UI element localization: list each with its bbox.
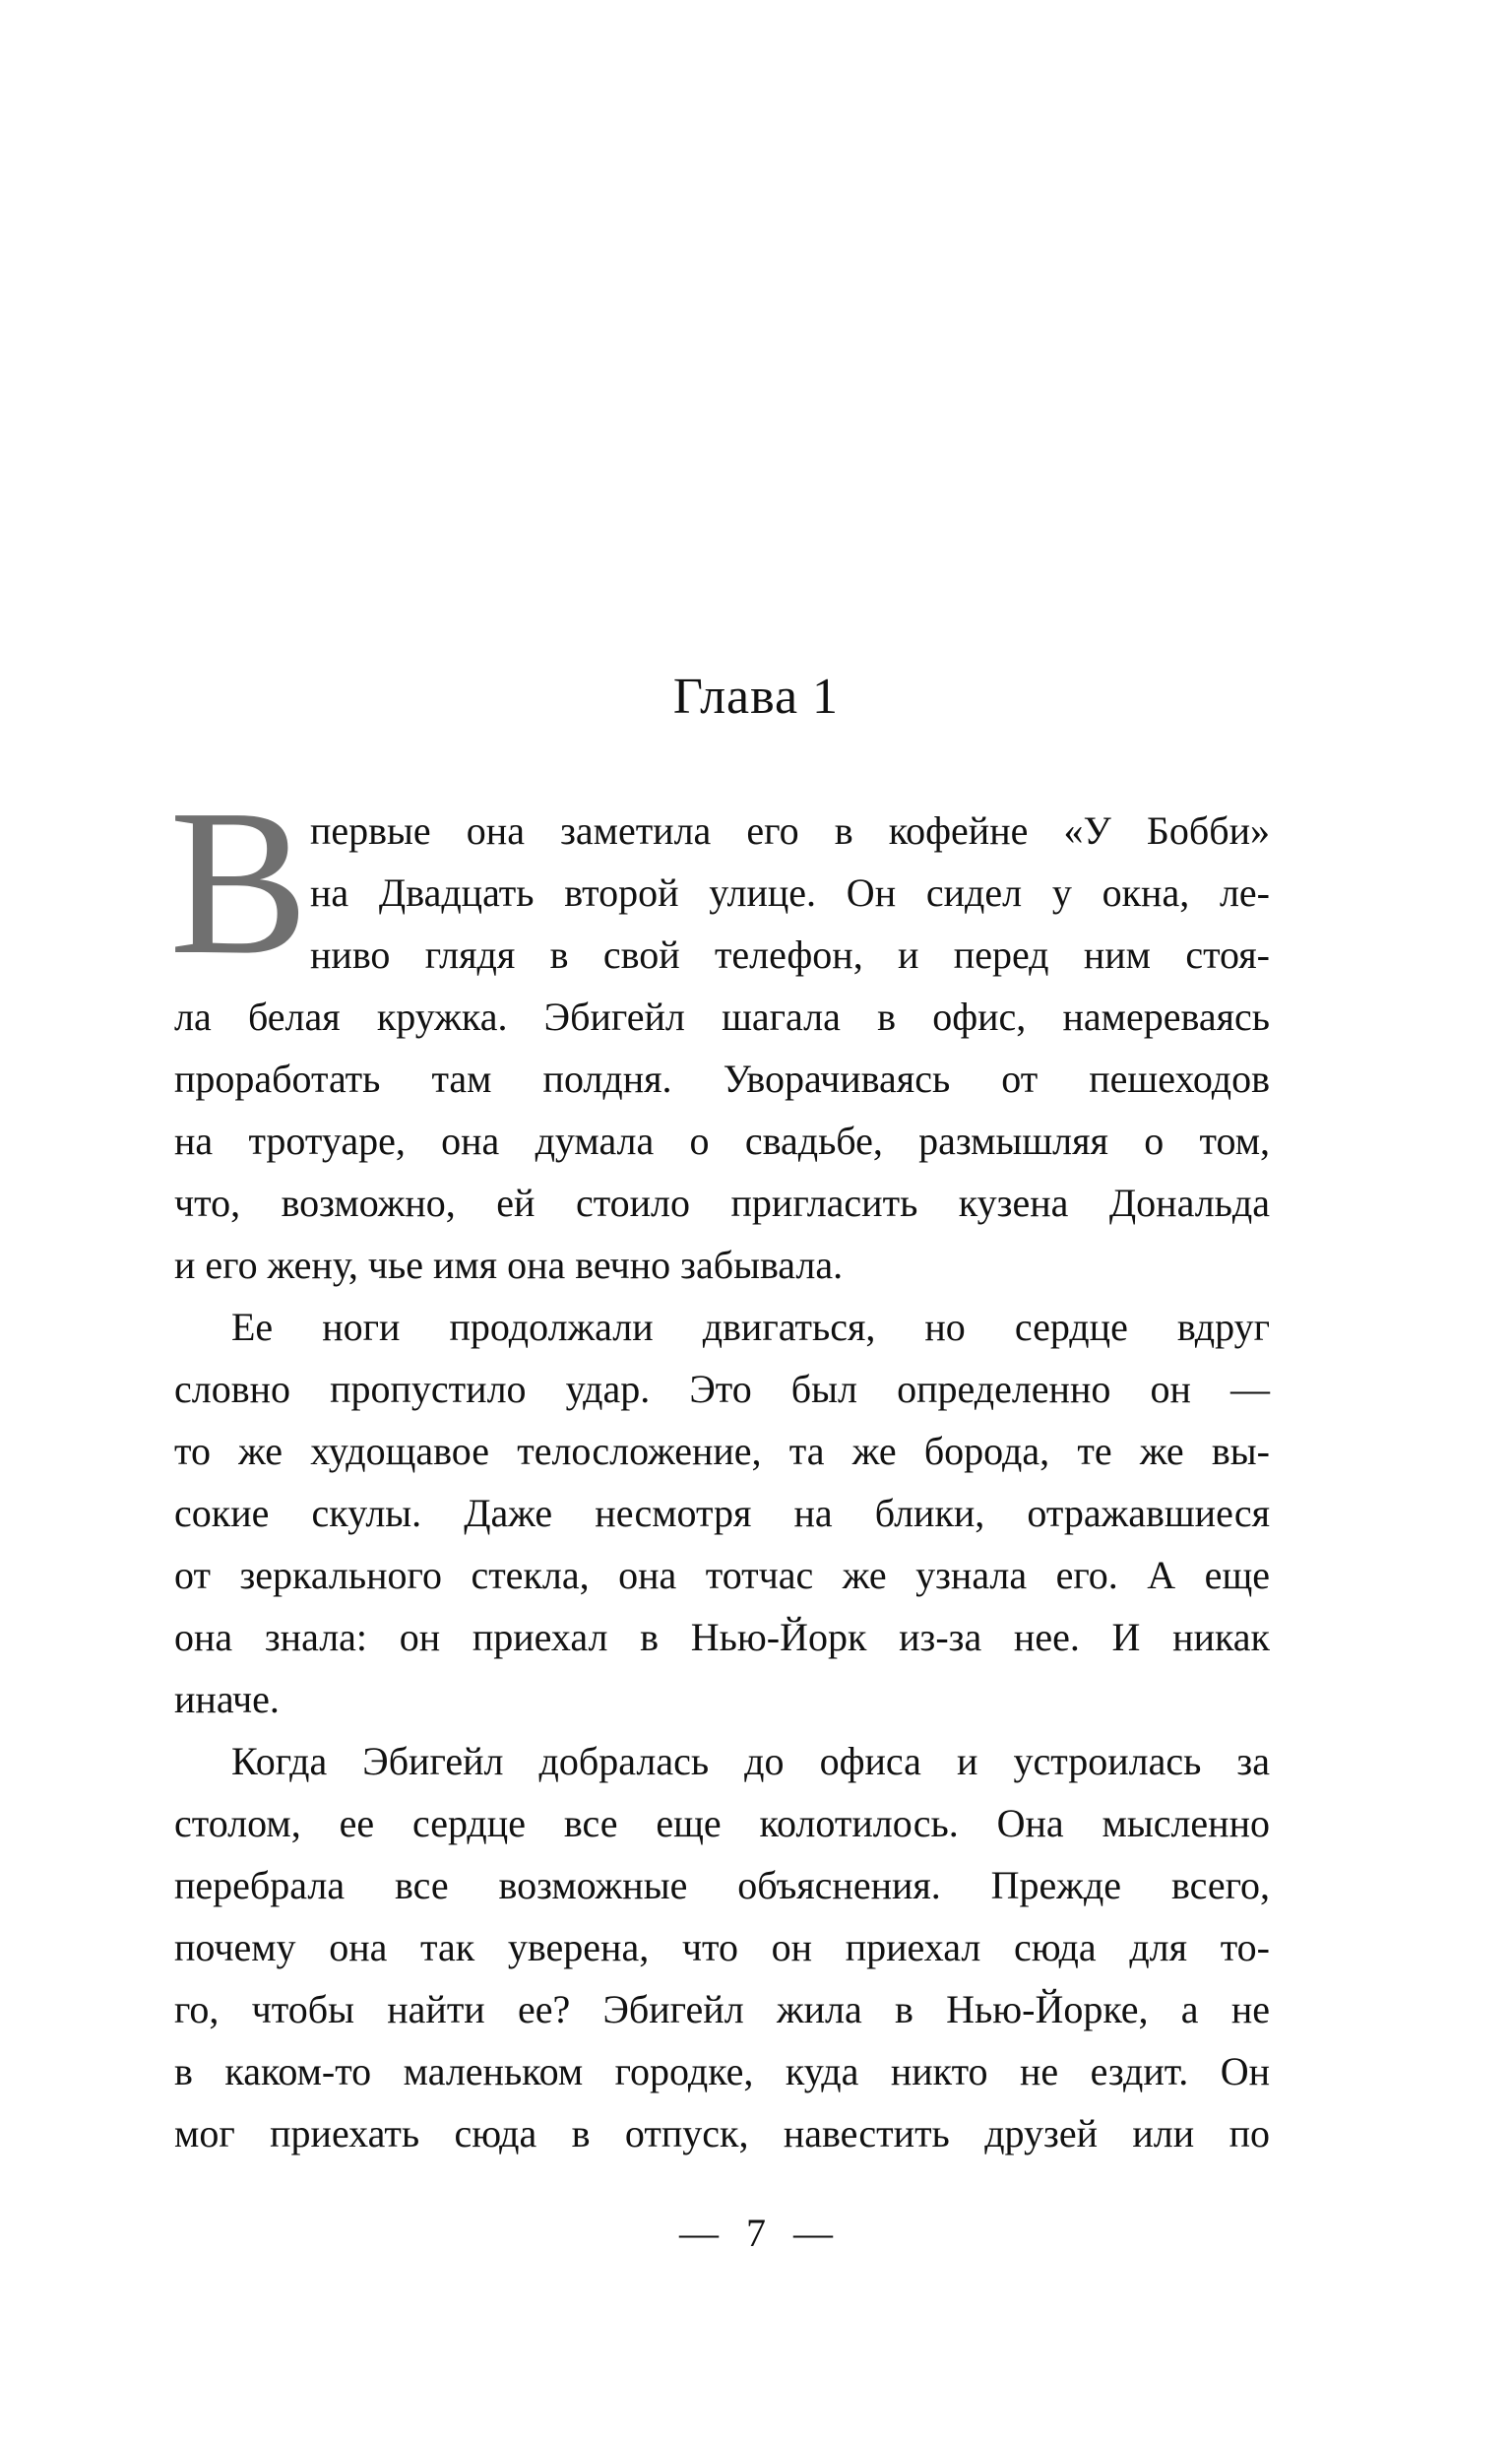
drop-cap: В [169,766,309,997]
chapter-title: Глава 1 [672,669,840,725]
text-line: и его жену, чье имя она вечно забывала. [174,1243,844,1287]
text-line: на тротуаре, она думала о свадьбе, размышляя о том, [174,1119,1270,1163]
text-line: первые она заметила его в кофейне «У Бобби» [310,808,1270,853]
text-line: Ее ноги продолжали двигаться, но сердце вдруг [231,1305,1270,1349]
text-line: ла белая кружка. Эбигейл шагала в офис, намереваясь [174,995,1270,1039]
text-line: от зеркального стекла, она тотчас же узнала его. А еще [174,1553,1270,1597]
paragraph-3 [174,1730,1270,2164]
text-line: иначе. [174,1677,280,1721]
text-line: проработать там полдня. Уворачиваясь от пешеходов [174,1057,1270,1101]
text-line: сокие скулы. Даже несмотря на блики, отражавшиеся [174,1491,1270,1535]
text-line: го, чтобы найти ее? Эбигейл жила в Нью-Йорке, а не [174,1987,1270,2031]
body-text [174,800,1270,2164]
text-line: ниво глядя в свой телефон, и перед ним стоя- [310,932,1270,977]
text-line: она знала: он приехал в Нью-Йорк из-за нее. И никак [174,1615,1270,1659]
paragraph-2 [174,1296,1270,1730]
text-line: почему она так уверена, что он приехал сюда для то- [174,1925,1270,1969]
text-line: Когда Эбигейл добралась до офиса и устроилась за [231,1739,1270,1783]
text-line: на Двадцать второй улице. Он сидел у окна, ле- [310,870,1270,915]
text-line: столом, ее сердце все еще колотилось. Она мысленно [174,1801,1270,1845]
paragraph-1 [174,800,1270,1296]
text-line: в каком-то маленьком городке, куда никто не ездит. Он [174,2049,1270,2093]
text-line: мог приехать сюда в отпуск, навестить друзей или по [174,2111,1270,2155]
text-line: то же худощавое телосложение, та же борода, те же вы- [174,1429,1270,1473]
text-line: словно пропустило удар. Это был определенно он — [174,1367,1270,1411]
text-line: перебрала все возможные объяснения. Прежде всего, [174,1863,1270,1907]
page-number: — 7 — [679,2211,833,2255]
text-line: что, возможно, ей стоило пригласить кузена Дональда [174,1181,1270,1225]
